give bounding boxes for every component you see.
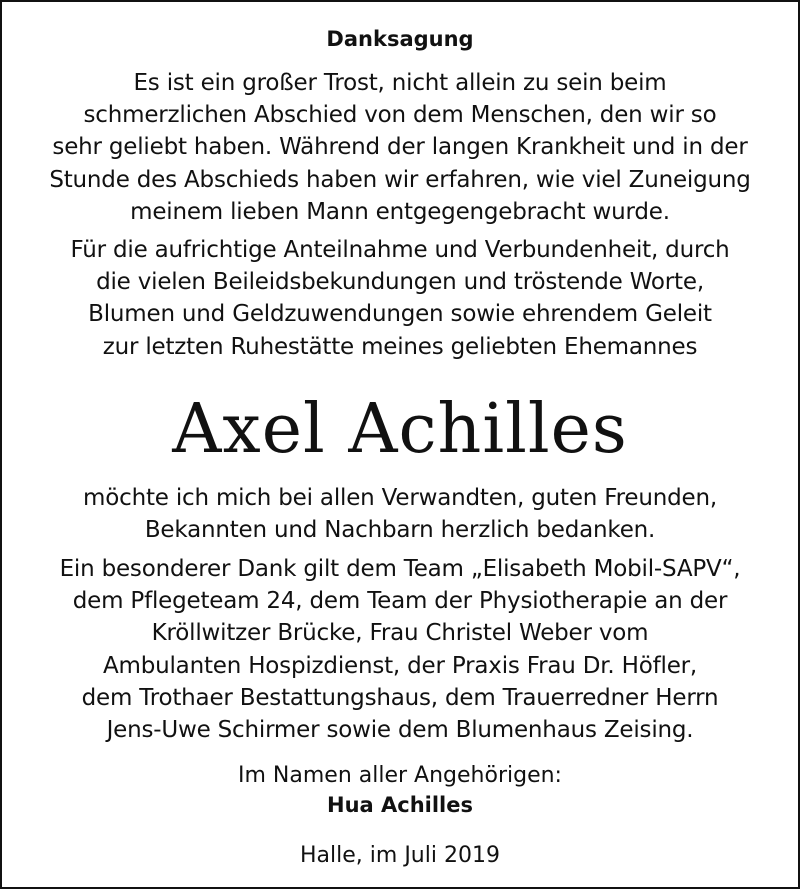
text-line: die vielen Beileidsbekundungen und tröstende Worte, xyxy=(96,269,704,296)
text-line: dem Trothaer Bestattungshaus, dem Trauerredner Herrn xyxy=(81,684,719,711)
text-line: Stunde des Abschieds haben wir erfahren, wie viel Zuneigung xyxy=(49,166,751,193)
text-line: schmerzlichen Abschied von dem Menschen, den wir so xyxy=(83,102,717,129)
text-line: möchte ich mich bei allen Verwandten, guten Freunden, xyxy=(83,485,717,511)
text-line: meinem lieben Mann entgegengebracht wurde. xyxy=(130,198,670,225)
notice-title: Danksagung xyxy=(326,27,474,51)
text-line: Für die aufrichtige Anteilnahme und Verbundenheit, durch xyxy=(70,237,730,263)
sympathy-paragraph xyxy=(12,234,788,363)
text-line: Ein besonderer Dank gilt dem Team „Elisabeth Mobil-SAPV“, xyxy=(59,556,741,582)
text-line: Jens-Uwe Schirmer sowie dem Blumenhaus Zeising. xyxy=(106,717,694,744)
deceased-name: Axel Achilles xyxy=(172,390,628,469)
place-date: Halle, im Juli 2019 xyxy=(300,843,500,868)
signer-name: Hua Achilles xyxy=(327,793,473,817)
thanks-paragraph xyxy=(12,482,788,546)
closing-line: Im Namen aller Angehörigen: xyxy=(238,763,562,788)
text-line: dem Pflegeteam 24, dem Team der Physiotherapie an der xyxy=(72,588,728,615)
text-line: sehr geliebt haben. Während der langen Krankheit und in der xyxy=(52,134,748,161)
text-line: Blumen und Geldzuwendungen sowie ehrendem Geleit xyxy=(88,301,712,328)
gratitude-paragraph xyxy=(12,67,788,228)
text-line: Es ist ein großer Trost, nicht allein zu sein beim xyxy=(133,70,667,96)
text-line: zur letzten Ruhestätte meines geliebten Ehemannes xyxy=(102,333,698,360)
text-line: Bekannten und Nachbarn herzlich bedanken. xyxy=(144,517,656,544)
special-thanks-paragraph xyxy=(12,553,788,746)
text-line: Kröllwitzer Brücke, Frau Christel Weber vom xyxy=(151,620,649,647)
text-line: Ambulanten Hospizdienst, der Praxis Frau Dr. Höfler, xyxy=(102,652,698,679)
